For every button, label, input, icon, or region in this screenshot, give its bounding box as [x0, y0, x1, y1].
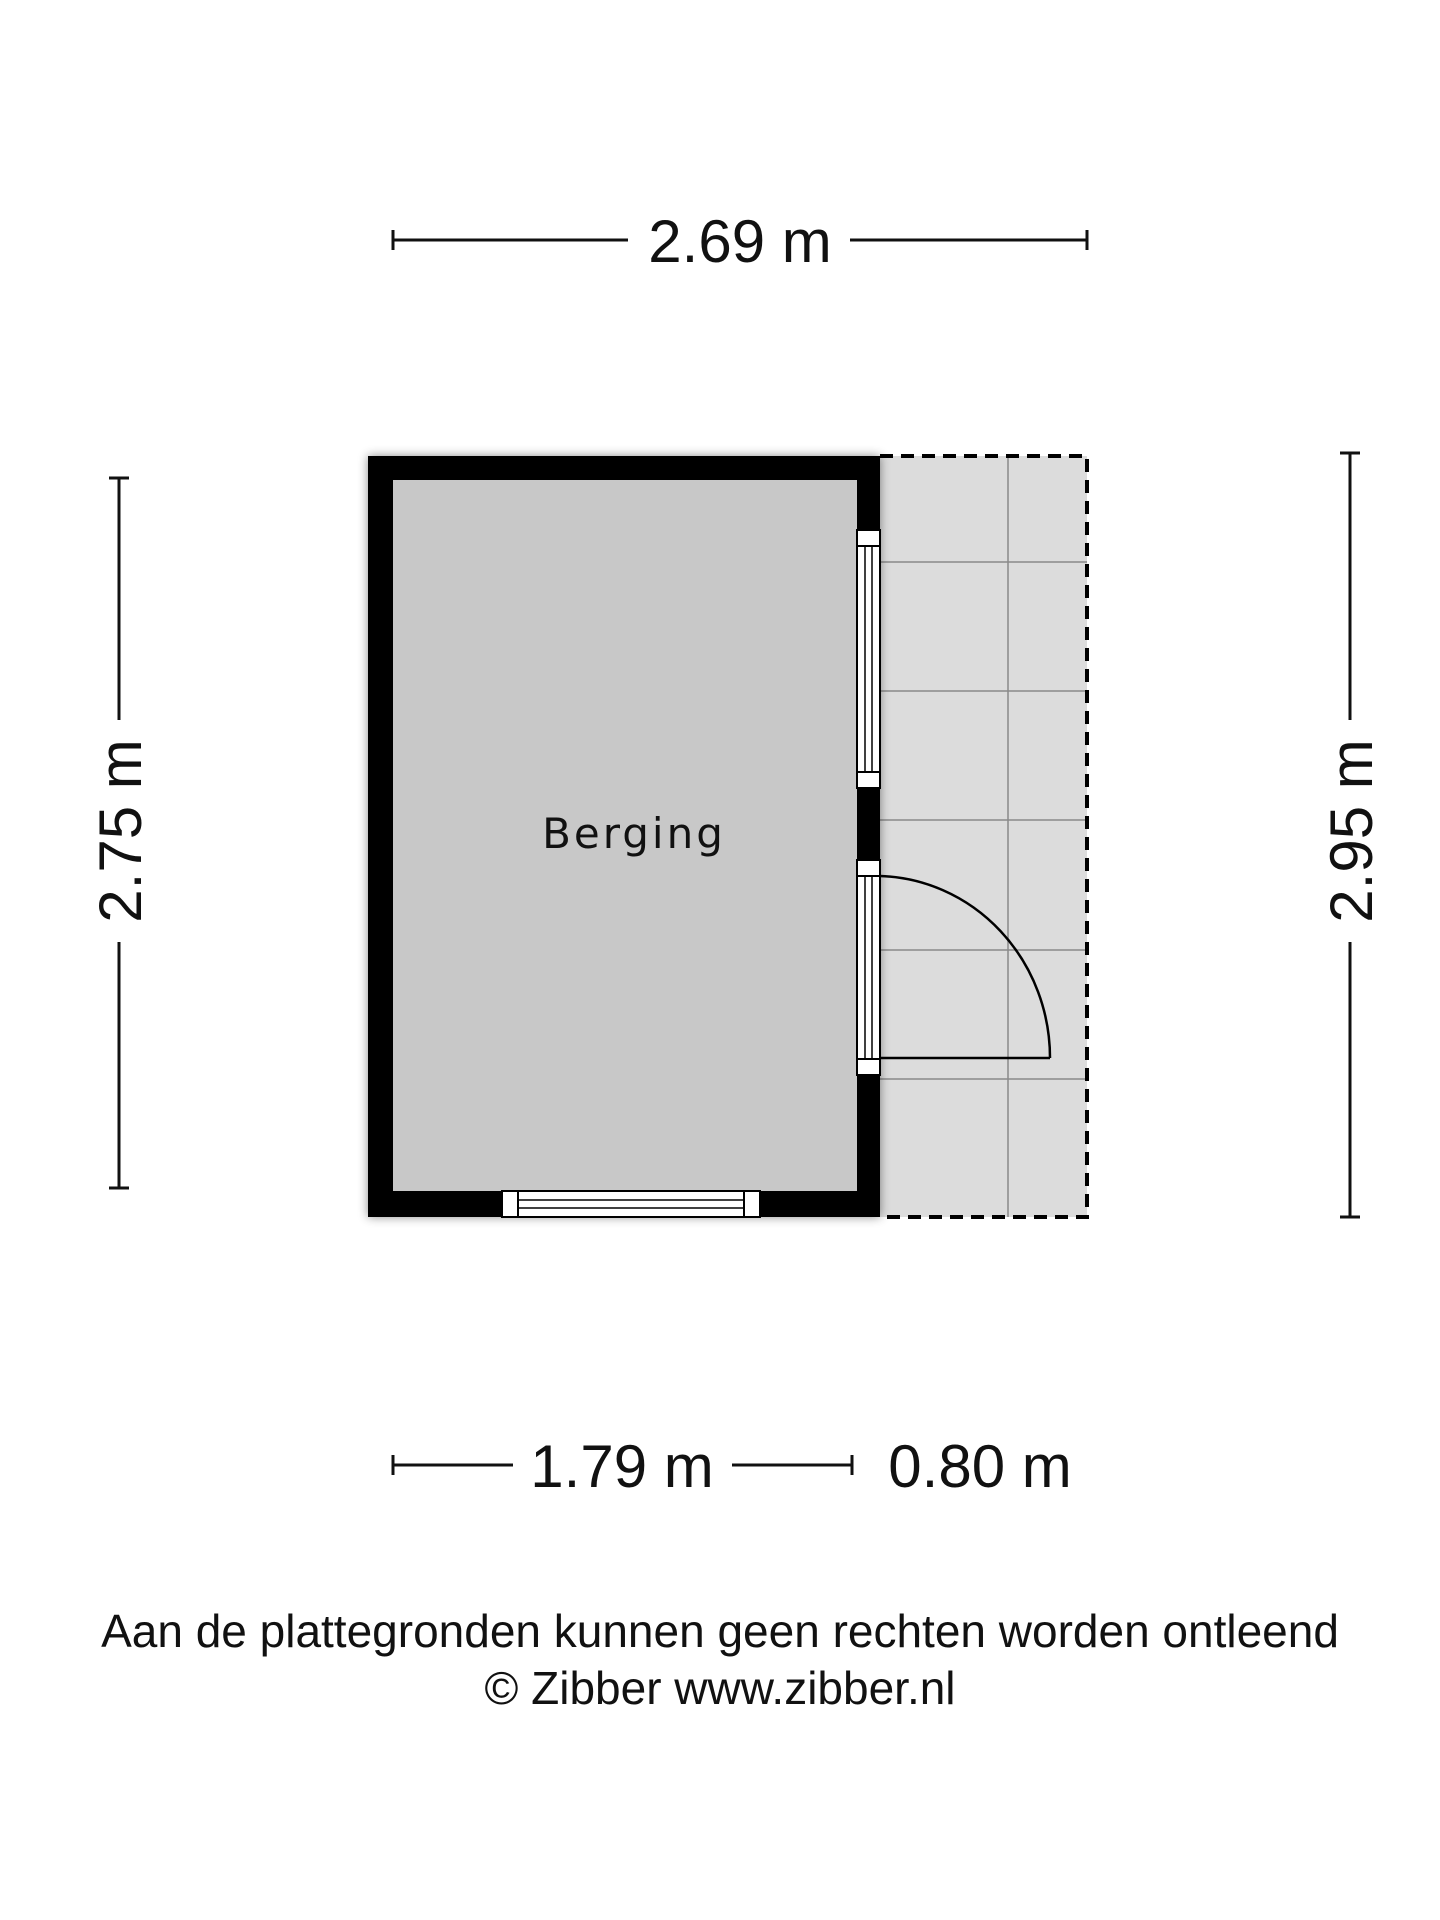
copyright-text: © Zibber www.zibber.nl [484, 1662, 956, 1714]
dimension-bottom-room-label: 1.79 m [530, 1433, 714, 1500]
dimension-right-label: 2.95 m [1318, 739, 1385, 923]
dimension-left-label: 2.75 m [87, 739, 154, 923]
dimension-bottom-terrace-label: 0.80 m [888, 1433, 1072, 1500]
window-right-upper [857, 530, 880, 788]
dimension-top-label: 2.69 m [648, 208, 832, 275]
room-label: Berging [542, 809, 726, 858]
disclaimer-text: Aan de plattegronden kunnen geen rechten worden ontleend [101, 1605, 1339, 1657]
window-bottom [502, 1191, 760, 1217]
terrace-area [880, 456, 1087, 1217]
